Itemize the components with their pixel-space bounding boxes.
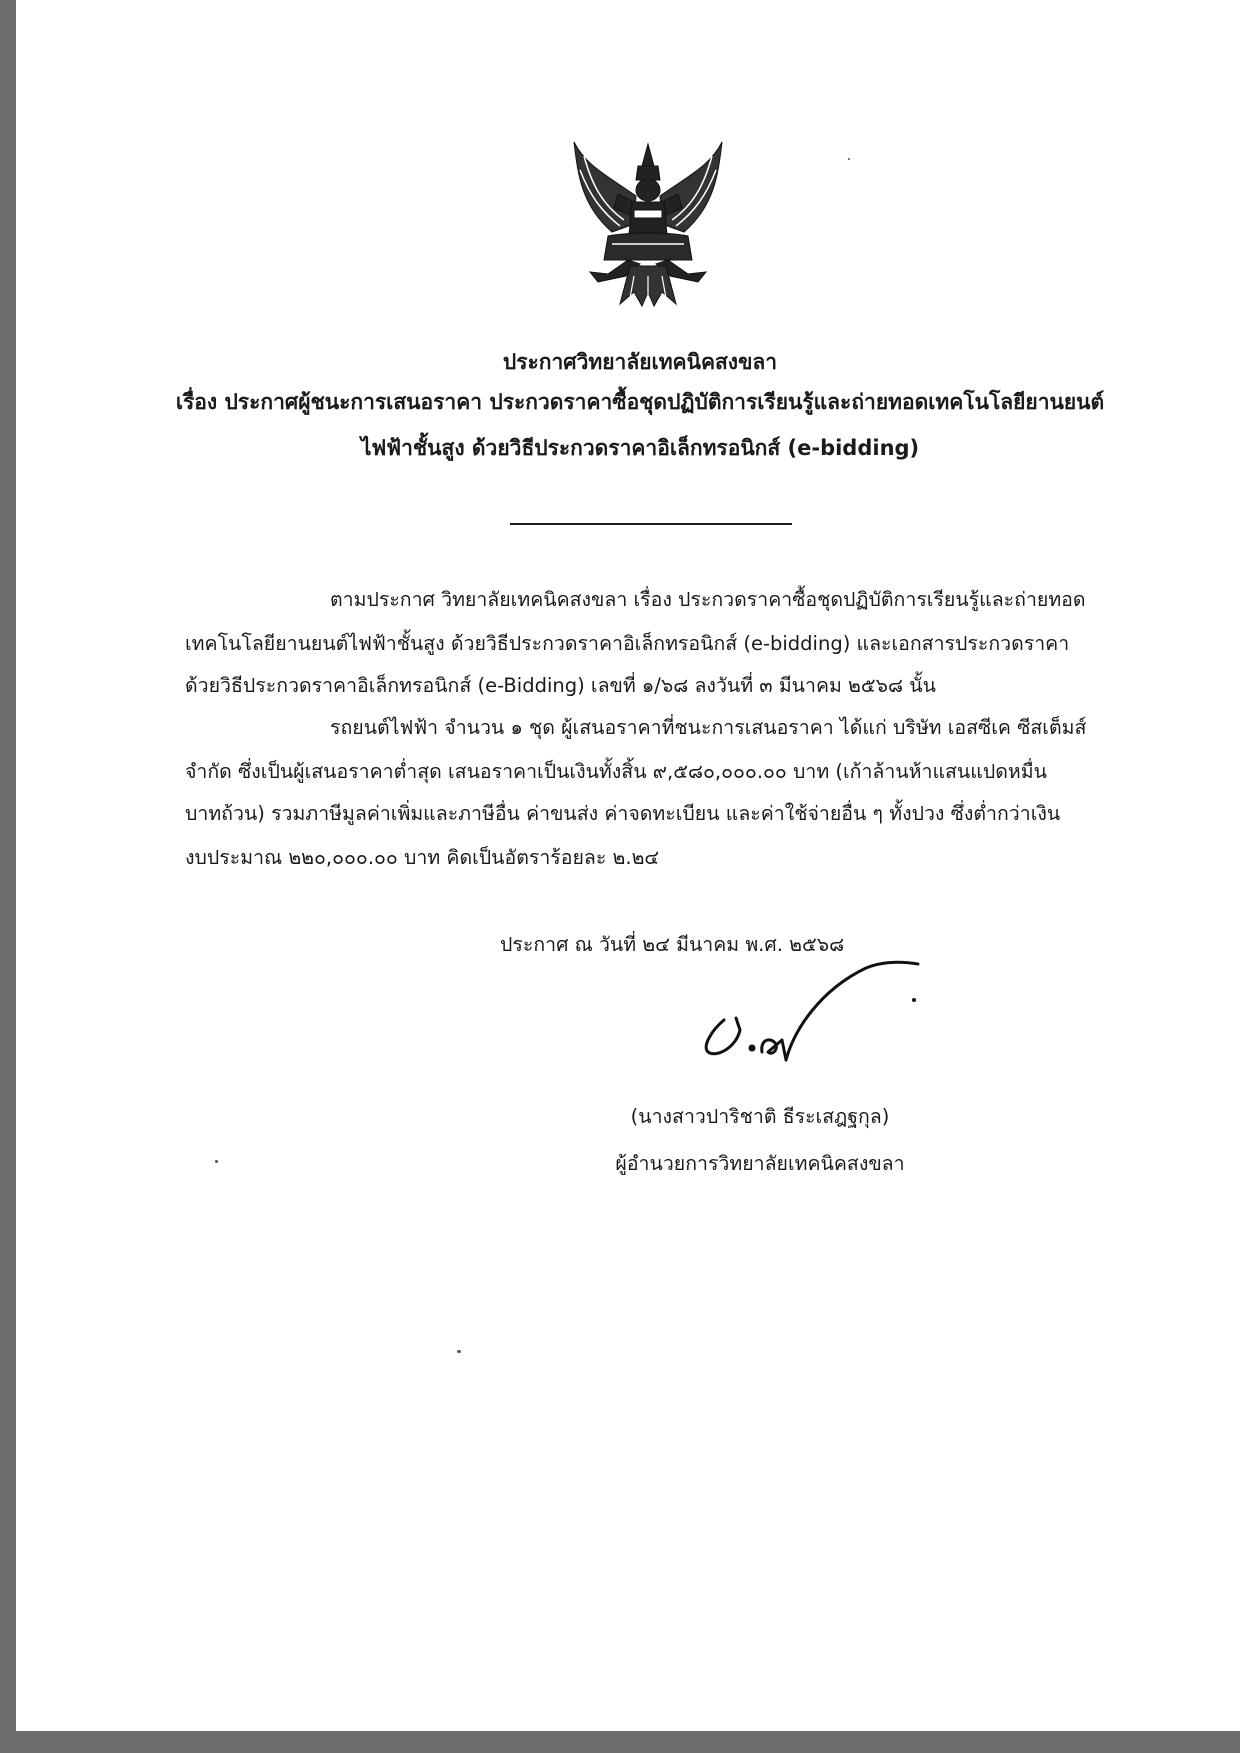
scan-speck	[457, 1350, 461, 1353]
body-line: รถยนต์ไฟฟ้า จำนวน ๑ ชุด ผู้เสนอราคาที่ชนะการเสนอราคา ได้แก่ บริษัท เอสซีเค ซีสเต็มส์	[330, 716, 1087, 739]
body-line: ด้วยวิธีประกวดราคาอิเล็กทรอนิกส์ (e-Bidding) เลขที่ ๑/๖๘ ลงวันที่ ๓ มีนาคม ๒๕๖๘ นั้น	[185, 674, 936, 697]
body-line: เทคโนโลยียานยนต์ไฟฟ้าชั้นสูง ด้วยวิธีประกวดราคาอิเล็กทรอนิกส์ (e-bidding) และเอกสารประกวดราคา	[185, 632, 1070, 655]
scan-border-left	[0, 0, 16, 1753]
scan-speck	[215, 1160, 218, 1163]
scan-border-bottom	[0, 1731, 1240, 1753]
garuda-emblem-icon	[568, 136, 728, 308]
announcement-subject-line-1: เรื่อง ประกาศผู้ชนะการเสนอราคา ประกวดราคาซื้อชุดปฏิบัติการเรียนรู้และถ่ายทอดเทคโนโลยียานยนต์	[175, 390, 1105, 414]
announcement-title: ประกาศวิทยาลัยเทคนิคสงขลา	[502, 350, 778, 374]
announcement-subject-line-2: ไฟฟ้าชั้นสูง ด้วยวิธีประกวดราคาอิเล็กทรอนิกส์ (e-bidding)	[360, 436, 920, 460]
scan-speck	[848, 158, 850, 160]
signer-position: ผู้อำนวยการวิทยาลัยเทคนิคสงขลา	[615, 1152, 905, 1175]
signer-name: (นางสาวปาริชาติ ธีระเสฎฐกุล)	[630, 1105, 890, 1128]
handwritten-signature	[690, 960, 950, 1080]
body-line: บาทถ้วน) รวมภาษีมูลค่าเพิ่มและภาษีอื่น ค่าขนส่ง ค่าจดทะเบียน และค่าใช้จ่ายอื่น ๆ ทั้งปวง ซึ่งต่ำกว่าเงิน	[185, 802, 1061, 825]
body-line: ตามประกาศ วิทยาลัยเทคนิคสงขลา เรื่อง ประกวดราคาซื้อชุดปฏิบัติการเรียนรู้และถ่ายทอด	[330, 588, 1086, 611]
title-divider	[510, 523, 792, 525]
announcement-date: ประกาศ ณ วันที่ ๒๔ มีนาคม พ.ศ. ๒๕๖๘	[500, 933, 845, 956]
body-line: งบประมาณ ๒๒๐,๐๐๐.๐๐ บาท คิดเป็นอัตราร้อยละ ๒.๒๔	[185, 846, 660, 869]
body-line: จำกัด ซึ่งเป็นผู้เสนอราคาต่ำสุด เสนอราคาเป็นเงินทั้งสิ้น ๙,๕๘๐,๐๐๐.๐๐ บาท (เก้าล้านห้าแสนแปดหมื่น	[185, 760, 1047, 783]
